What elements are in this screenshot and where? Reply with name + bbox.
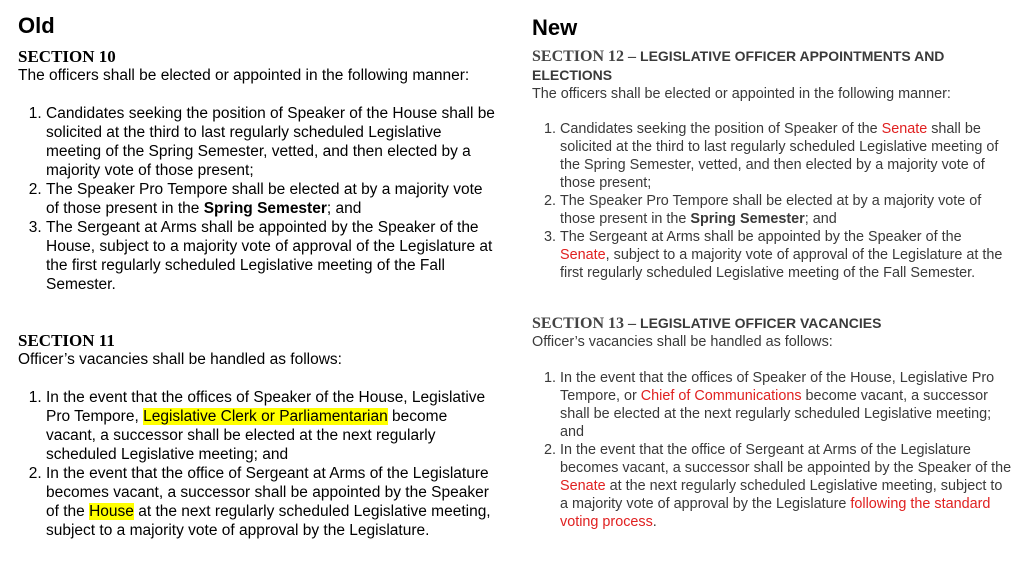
section-10-list: [18, 104, 498, 294]
list-item: 2. The Speaker Pro Tempore shall be elected at by a majority vote of those present in the Spring Semester; and: [560, 192, 1012, 228]
section-12: [532, 47, 1012, 282]
section-10-intro: The officers shall be elected or appointed in the following manner:: [18, 67, 470, 84]
section-11: [18, 331, 498, 540]
section-11-list: [18, 388, 498, 540]
section-10-title: SECTION 10: [18, 47, 116, 66]
section-12-title: SECTION 12 – LEGISLATIVE OFFICER APPOINTMENTS AND ELECTIONS: [532, 48, 945, 83]
section-12-list: [532, 120, 1012, 282]
list-item: 2. The Speaker Pro Tempore shall be elected at by a majority vote of those present in the Spring Semester; and: [46, 180, 498, 218]
list-item: 2. In the event that the office of Sergeant at Arms of the Legislature becomes vacant, a successor shall be appointed by the Speaker of the Senate at the next regularly scheduled Legislative meeting, subject to a majority vote of approval by the Legislature following the standard voting process.: [560, 441, 1012, 531]
old-heading: Old: [18, 13, 55, 38]
section-13-intro: Officer’s vacancies shall be handled as follows:: [532, 334, 833, 350]
section-10: [18, 47, 498, 294]
section-11-title: SECTION 11: [18, 331, 115, 350]
section-13: [532, 314, 1012, 531]
new-heading: New: [532, 15, 578, 40]
list-item: 1. In the event that the offices of Speaker of the House, Legislative Pro Tempore, or Chief of Communications become vacant, a successor shall be elected at the next regularly scheduled Legislative meeting; and: [560, 369, 1012, 441]
highlighted-text: House: [89, 503, 134, 520]
list-item: 1. In the event that the offices of Speaker of the House, Legislative Pro Tempore, Legislative Clerk or Parliamentarian become vacant, a successor shall be elected at the next regularly scheduled Legislative meeting; and: [46, 388, 498, 464]
list-item: 1. Candidates seeking the position of Speaker of the Senate shall be solicited at the third to last regularly scheduled Legislative meeting of the Spring Semester, vetted, and then elected by a majority vote of those present;: [560, 120, 1012, 192]
list-item: 1. Candidates seeking the position of Speaker of the House shall be solicited at the third to last regularly scheduled Legislative meeting of the Spring Semester, vetted, and then elected by a majority vote of those present;: [46, 104, 498, 180]
section-11-intro: Officer’s vacancies shall be handled as follows:: [18, 351, 342, 368]
section-12-intro: The officers shall be elected or appointed in the following manner:: [532, 86, 951, 102]
list-item: 2. In the event that the office of Sergeant at Arms of the Legislature becomes vacant, a successor shall be appointed by the Speaker of the House at the next regularly scheduled Legislative meeting, subject to a majority vote of approval by the Legislature.: [46, 464, 498, 540]
section-13-title: SECTION 13 – LEGISLATIVE OFFICER VACANCIES: [532, 315, 882, 332]
highlighted-text: Legislative Clerk or Parliamentarian: [143, 408, 388, 425]
list-item: 3. The Sergeant at Arms shall be appointed by the Speaker of the Senate, subject to a majority vote of approval of the Legislature at the first regularly scheduled Legislative meeting of the Fall Semester.: [560, 228, 1012, 282]
list-item: 3. The Sergeant at Arms shall be appointed by the Speaker of the House, subject to a majority vote of approval of the Legislature at the first regularly scheduled Legislative meeting of the Fall Semester.: [46, 218, 498, 294]
section-13-list: [532, 369, 1012, 531]
